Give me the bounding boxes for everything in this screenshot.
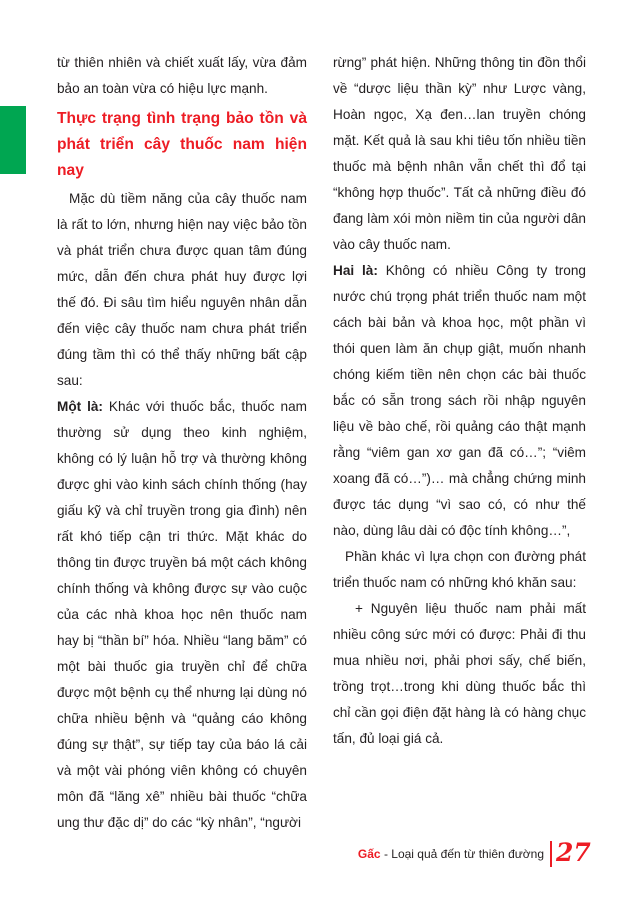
- continued-paragraph: rừng” phát hiện. Những thông tin đồn thổi về “dược liệu thần kỳ” như Lược vàng, Hoàn ngọc, Xạ đen…lan truyền chóng mặt. Kết quả là sau khi tiêu tốn nhiều tiền thuốc mà bệnh nhân vẫn chết thì đổ tại “không hợp thuốc”. Tất cả những điều đó đang làm xói mòn niềm tin của người dân vào cây thuốc nam.: [333, 55, 586, 252]
- point-one-text: Khác với thuốc bắc, thuốc nam thường sử dụng theo kinh nghiệm, không có lý luận hỗ trợ và thường không được ghi vào kinh sách chính thống (hay giấu kỹ và chỉ truyền trong gia đình) nên rất khó tiếp cận tri thức. Mặt khác do thông tin được truyền bá một cách không chính thống và không được sự vào cuộc của các nhà khoa học nên thuốc nam hay bị “thần bí” hóa. Nhiều “lang băm” có một bài thuốc gia truyền chỉ để chữa được một bệnh cụ thể nhưng lại dùng nó chữa nhiều bệnh và “quảng cáo không đúng sự thật”, sự tiếp tay của báo lá cải và một vài phóng viên không có chuyên môn đã “lăng xê” nhiều bài thuốc “chữa ung thư đặc dị” do các “kỳ nhân”, “người: [57, 399, 307, 830]
- right-column: [333, 50, 586, 752]
- point-one-lead: Một là:: [57, 399, 103, 414]
- point-two-paragraph: [333, 258, 586, 544]
- body-paragraph-2: Phần khác vì lựa chọn con đường phát triển thuốc nam có những khó khăn sau:: [333, 549, 586, 590]
- bullet-paragraph-1: + Nguyên liệu thuốc nam phải mất nhiều công sức mới có được: Phải đi thu mua nhiều nơi, phải phơi sấy, chế biến, trồng trọt…trong khi dùng thuốc bắc thì chỉ cần gọi điện đặt hàng là có hàng chục tấn, đủ loại giá cả.: [333, 601, 586, 746]
- body-paragraph-1: Mặc dù tiềm năng của cây thuốc nam là rất to lớn, nhưng hiện nay việc bảo tồn và phát triển chưa được quan tâm đúng mức, dẫn đến chưa phát huy được lợi thế đó. Đi sâu tìm hiểu nguyên nhân dẫn đến việc cây thuốc nam chưa phát triển đúng tầm thì có thể thấy những bất cập sau:: [57, 191, 307, 388]
- page-footer: [0, 838, 638, 868]
- left-column: [57, 50, 307, 836]
- point-two-lead: Hai là:: [333, 263, 378, 278]
- section-heading: Thực trạng tình trạng bảo tồn và phát triển cây thuốc nam hiện nay: [57, 110, 307, 179]
- point-one-paragraph: [57, 394, 307, 836]
- section-side-tab: [0, 106, 26, 174]
- footer-running-title: [358, 847, 544, 861]
- footer-divider: [550, 841, 552, 867]
- point-two-text: Không có nhiều Công ty trong nước chú trọng phát triển thuốc nam một cách bài bản và khoa học, một phần vì thói quen làm ăn chụp giật, muốn nhanh chóng kiếm tiền nên chọn các bài thuốc bắc có sẵn trong sách rồi nhập nguyên liệu về bào chế, rồi quảng cáo thật mạnh rằng “viêm gan xơ gan đã có…”; “viêm xoang đã có…”)… mà chẳng chứng minh được tác dụng “vì sao có, có như thế nào, dùng lâu dài có độc tính không…”,: [333, 263, 586, 538]
- footer-brand: Gấc: [357, 847, 381, 861]
- page-number: 27: [556, 838, 591, 867]
- footer-tagline: - Loại quả đến từ thiên đường: [380, 847, 544, 861]
- intro-paragraph: từ thiên nhiên và chiết xuất lấy, vừa đảm bảo an toàn vừa có hiệu lực mạnh.: [57, 55, 307, 96]
